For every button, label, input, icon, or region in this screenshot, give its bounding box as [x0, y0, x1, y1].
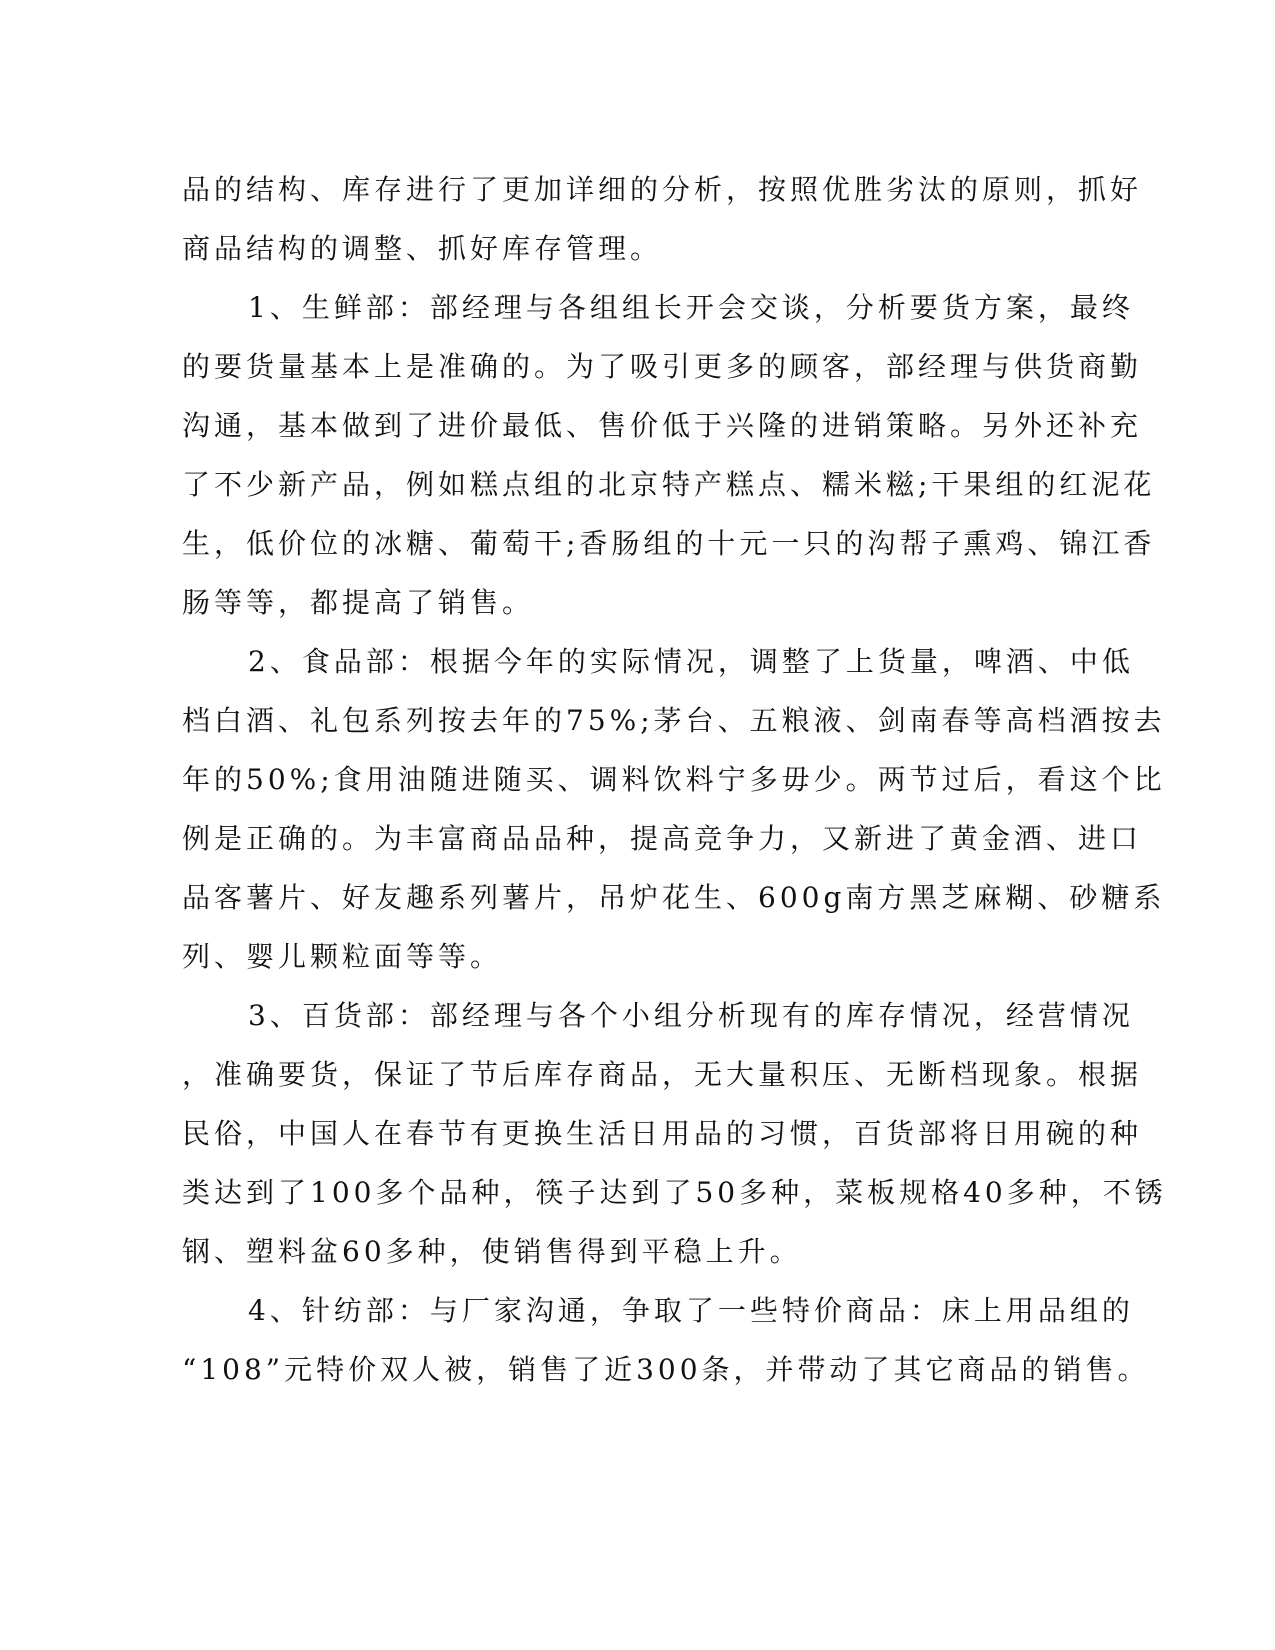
- text-line: 肠等等，都提高了销售。: [182, 586, 535, 619]
- text-line: 年的50%;食用油随进随买、调料饮料宁多毋少。两节过后，看这个比: [182, 763, 1166, 796]
- text-line: ，准确要货，保证了节后库存商品，无大量积压、无断档现象。根据: [182, 1058, 1143, 1091]
- text-line: 钢、塑料盆60多种，使销售得到平稳上升。: [182, 1235, 802, 1268]
- text-line: 品的结构、库存进行了更加详细的分析，按照优胜劣汰的原则，抓好: [182, 173, 1143, 206]
- paragraph-start-line: 3、百货部：部经理与各个小组分析现有的库存情况，经营情况: [248, 999, 1134, 1032]
- body-text: [182, 160, 1167, 1399]
- text-line: 类达到了100多个品种，筷子达到了50多种，菜板规格40多种，不锈: [182, 1176, 1167, 1209]
- text-line: 生，低价位的冰糖、葡萄干;香肠组的十元一只的沟帮子熏鸡、锦江香: [182, 527, 1156, 560]
- paragraph-start-line: 2、食品部：根据今年的实际情况，调整了上货量，啤酒、中低: [248, 645, 1134, 678]
- paragraph-start-line: 1、生鲜部：部经理与各组组长开会交谈，分析要货方案，最终: [248, 291, 1134, 324]
- text-line: 沟通，基本做到了进价最低、售价低于兴隆的进销策略。另外还补充: [182, 409, 1143, 442]
- text-line: 商品结构的调整、抓好库存管理。: [182, 232, 663, 265]
- text-line: 品客薯片、好友趣系列薯片，吊炉花生、600g南方黑芝麻糊、砂糖系: [182, 881, 1166, 914]
- paragraph-start-line: 4、针纺部：与厂家沟通，争取了一些特价商品：床上用品组的: [248, 1294, 1134, 1327]
- text-line: 列、婴儿颗粒面等等。: [182, 940, 503, 973]
- text-line: 档白酒、礼包系列按去年的75%;茅台、五粮液、剑南春等高档酒按去: [182, 704, 1166, 737]
- text-line: “108”元特价双人被，销售了近300条，并带动了其它商品的销售。: [182, 1353, 1150, 1386]
- text-line: 的要货量基本上是准确的。为了吸引更多的顾客，部经理与供货商勤: [182, 350, 1143, 383]
- text-line: 民俗，中国人在春节有更换生活日用品的习惯，百货部将日用碗的种: [182, 1117, 1143, 1150]
- text-line: 了不少新产品，例如糕点组的北京特产糕点、糯米糍;干果组的红泥花: [182, 468, 1156, 501]
- text-line: 例是正确的。为丰富商品品种，提高竞争力，又新进了黄金酒、进口: [182, 822, 1143, 855]
